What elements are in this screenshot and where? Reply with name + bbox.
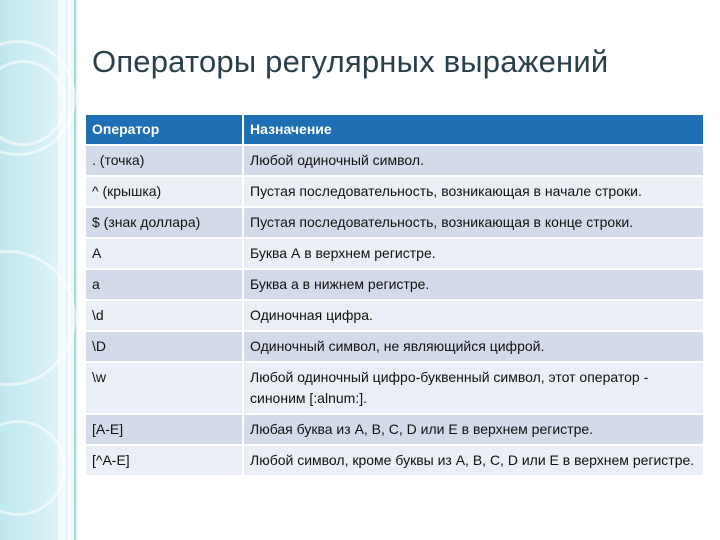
purpose-cell: Любой одиночный цифро-буквенный символ, этот оператор - синоним [:alnum:].	[243, 362, 703, 414]
operator-cell: $ (знак доллара)	[86, 207, 243, 238]
column-header-operator: Оператор	[86, 115, 243, 145]
table-row	[86, 300, 703, 331]
purpose-cell: Пустая последовательность, возникающая в конце строки.	[243, 207, 703, 238]
decorative-side-panel	[0, 0, 78, 540]
purpose-cell: Буква А в верхнем регистре.	[243, 238, 703, 269]
operator-cell: [A-E]	[86, 414, 243, 445]
table-row	[86, 414, 703, 445]
table-row	[86, 362, 703, 414]
table-row	[86, 176, 703, 207]
operator-cell: \d	[86, 300, 243, 331]
table-row	[86, 269, 703, 300]
table-header-row	[86, 115, 703, 145]
purpose-cell: Любой символ, кроме буквы из А, В, С, D или Е в верхнем регистре.	[243, 445, 703, 476]
table-row	[86, 445, 703, 476]
column-header-purpose: Назначение	[243, 115, 703, 145]
operator-cell: [^A-E]	[86, 445, 243, 476]
purpose-cell: Любой одиночный символ.	[243, 145, 703, 176]
purpose-cell: Одиночная цифра.	[243, 300, 703, 331]
operator-cell: \w	[86, 362, 243, 414]
purpose-cell: Буква а в нижнем регистре.	[243, 269, 703, 300]
purpose-cell: Одиночный символ, не являющийся цифрой.	[243, 331, 703, 362]
operator-cell: a	[86, 269, 243, 300]
purpose-cell: Любая буква из А, В, С, D или Е в верхнем регистре.	[243, 414, 703, 445]
slide-title: Операторы регулярных выражений	[92, 44, 609, 79]
operator-cell: \D	[86, 331, 243, 362]
table-row	[86, 331, 703, 362]
operator-cell: . (точка)	[86, 145, 243, 176]
operator-cell: ^ (крышка)	[86, 176, 243, 207]
table-row	[86, 207, 703, 238]
table-row	[86, 145, 703, 176]
operator-cell: A	[86, 238, 243, 269]
operators-table	[86, 115, 703, 477]
purpose-cell: Пустая последовательность, возникающая в начале строки.	[243, 176, 703, 207]
table-row	[86, 238, 703, 269]
